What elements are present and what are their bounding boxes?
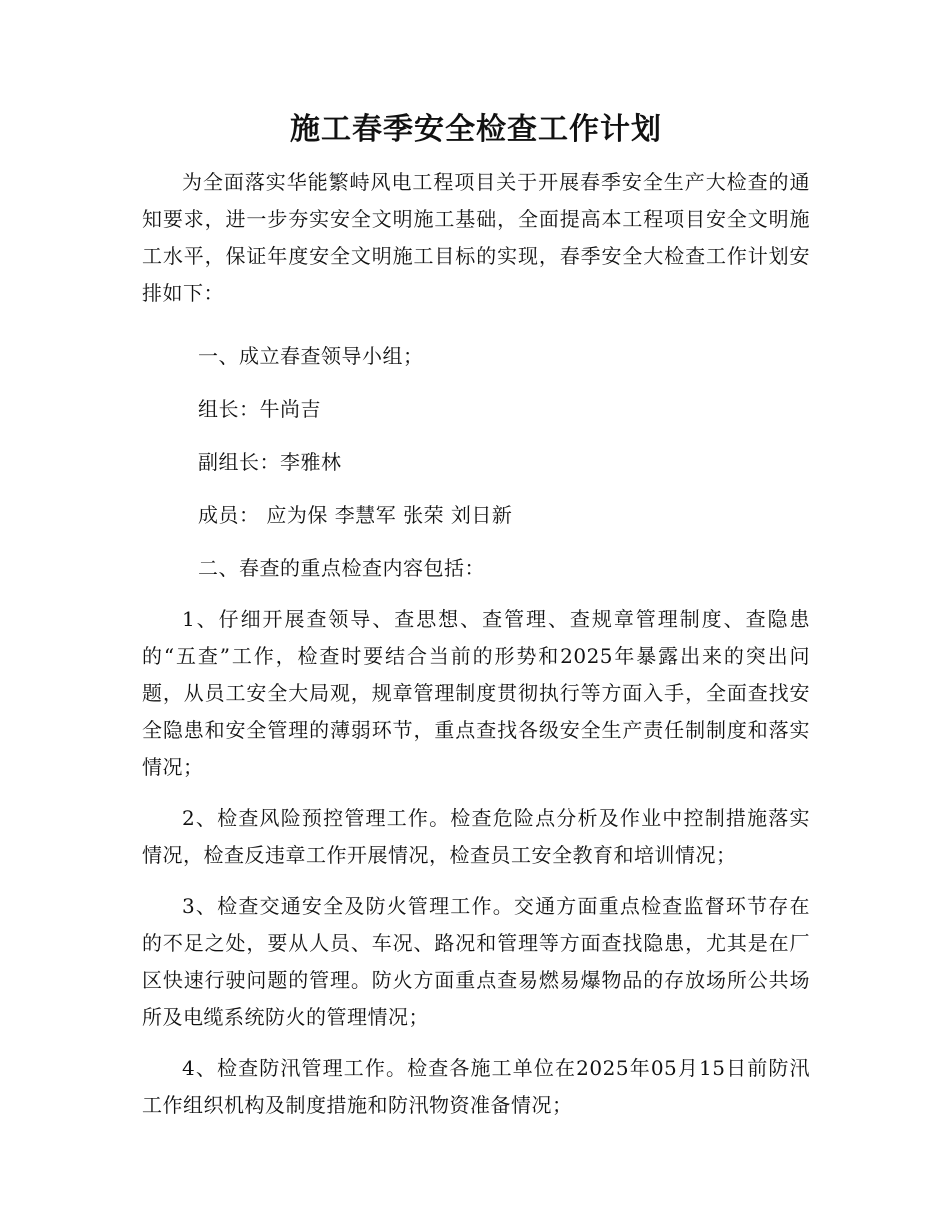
deputy-leader-line: 副组长：李雅林 <box>198 450 342 474</box>
intro-paragraph: 为全面落实华能繁峙风电工程项目关于开展春季安全生产大检查的通知要求，进一步夯实安全文明施工基础，全面提高本工程项目安全文明施工水平，保证年度安全文明施工目标的实现，春季安全大检查工作计划安排如下： <box>142 170 810 305</box>
inspection-item-4: 4、检查防汛管理工作。检查各施工单位在2025年05月15日前防汛工作组织机构及制度措施和防汛物资准备情况； <box>142 1056 810 1117</box>
section-2-heading: 二、春查的重点检查内容包括： <box>198 556 485 580</box>
section-1-heading: 一、成立春查领导小组； <box>198 344 424 368</box>
document-title: 施工春季安全检查工作计划 <box>290 112 662 147</box>
group-leader-line: 组长：牛尚吉 <box>198 397 321 421</box>
members-line: 成员： 应为保 李慧军 张荣 刘日新 <box>198 503 513 527</box>
inspection-item-3: 3、检查交通安全及防火管理工作。交通方面重点检查监督环节存在的不足之处，要从人员、车况、路况和管理等方面查找隐患，尤其是在厂区快速行驶问题的管理。防火方面重点查易燃易爆物品的存放场所公共场所及电缆系统防火的管理情况； <box>142 894 810 1029</box>
inspection-item-1: 1、仔细开展查领导、查思想、查管理、查规章管理制度、查隐患的“五查”工作，检查时要结合当前的形势和2025年暴露出来的突出问题，从员工安全大局观，规章管理制度贯彻执行等方面入手，全面查找安全隐患和安全管理的薄弱环节，重点查找各级安全生产责任制制度和落实情况； <box>142 607 810 779</box>
inspection-item-2: 2、检查风险预控管理工作。检查危险点分析及作业中控制措施落实情况，检查反违章工作开展情况，检查员工安全教育和培训情况； <box>142 806 810 867</box>
